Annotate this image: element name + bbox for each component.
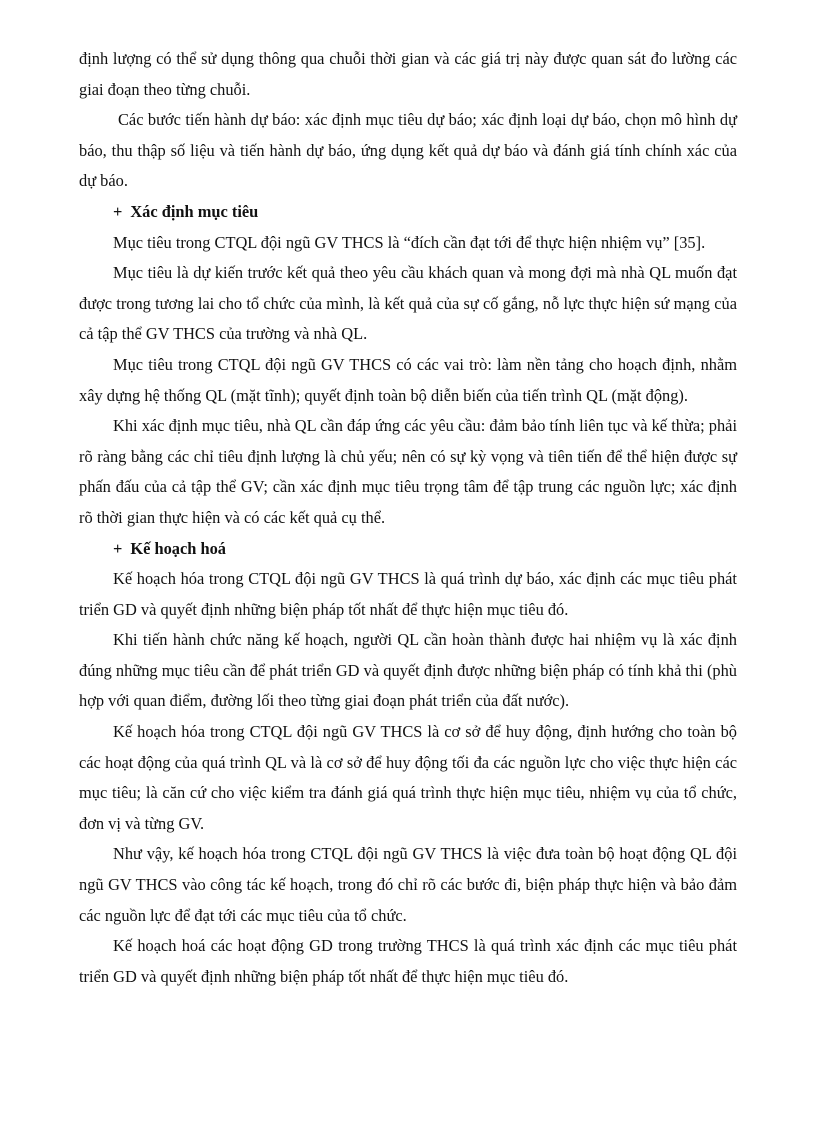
paragraph-planning-definition: Kế hoạch hóa trong CTQL đội ngũ GV THCS là quá trình dự báo, xác định các mục tiêu phát triển GD và quyết định những biện pháp tốt nhất để thực hiện mục tiêu đó. bbox=[79, 569, 737, 619]
section-heading-objectives bbox=[79, 197, 737, 228]
paragraph-objective-roles: Mục tiêu trong CTQL đội ngũ GV THCS có các vai trò: làm nền tảng cho hoạch định, nhằm xây dựng hệ thống QL (mặt tĩnh); quyết định toàn bộ diễn biến của tiến trình QL (mặt động). bbox=[79, 354, 737, 405]
heading-text: Kế hoạch hoá bbox=[130, 538, 226, 558]
paragraph-planning-summary: Như vậy, kế hoạch hóa trong CTQL đội ngũ GV THCS là việc đưa toàn bộ hoạt động QL đội ngũ GV THCS vào công tác kế hoạch, trong đó chỉ rõ các bước đi, biện pháp thực hiện và bảo đảm các nguồn lực để đạt tới các mục tiêu của tổ chức. bbox=[79, 844, 737, 925]
paragraph-objective-meaning: Mục tiêu là dự kiến trước kết quả theo yêu cầu khách quan và mong đợi mà nhà QL muốn đạt được trong tương lai cho tổ chức của mình, là kết quả của sự cố gắng, nỗ lực thực hiện sứ mạng của cả tập thể GV THCS của trường và nhà QL. bbox=[79, 263, 737, 344]
paragraph-forecast-steps: Các bước tiến hành dự báo: xác định mục tiêu dự báo; xác định loại dự báo, chọn mô hình dự báo, thu thập số liệu và tiến hành dự báo, ứng dụng kết quả dự báo và đánh giá tính chính xác của dự báo. bbox=[79, 110, 737, 191]
section-heading-planning bbox=[79, 534, 737, 565]
heading-marker: + bbox=[113, 201, 123, 221]
heading-marker: + bbox=[113, 538, 123, 558]
paragraph-planning-basis: Kế hoạch hóa trong CTQL đội ngũ GV THCS là cơ sở để huy động, định hướng cho toàn bộ các hoạt động của quá trình QL và là cơ sở để huy động tối đa các nguồn lực cho việc thực hiện các mục tiêu; là căn cứ cho việc kiểm tra đánh giá quá trình thực hiện mục tiêu, nhiệm vụ của tổ chức, đơn vị và từng GV. bbox=[79, 722, 737, 833]
paragraph-planning-tasks: Khi tiến hành chức năng kế hoạch, người QL cần hoàn thành được hai nhiệm vụ là xác định đúng những mục tiêu cần để phát triển GD và quyết định được những biện pháp có tính khả thi (phù hợp với quan điểm, đường lối theo từng giai đoạn phát triển của đất nước). bbox=[79, 630, 737, 711]
paragraph-objective-requirements: Khi xác định mục tiêu, nhà QL cần đáp ứng các yêu cầu: đảm bảo tính liên tục và kế thừa; phải rõ ràng bằng các chỉ tiêu định lượng là chủ yếu; nên có sự kỳ vọng và tiên tiến để thể hiện được sự phấn đấu của cả tập thể GV; cần xác định mục tiêu trọng tâm để tập trung các nguồn lực; xác định rõ thời gian thực hiện và có các kết quả cụ thể. bbox=[79, 416, 737, 527]
heading-text: Xác định mục tiêu bbox=[130, 201, 259, 221]
paragraph-objective-definition: Mục tiêu trong CTQL đội ngũ GV THCS là “đích cần đạt tới để thực hiện nhiệm vụ” [35]. bbox=[113, 232, 706, 252]
document-page bbox=[79, 44, 737, 992]
paragraph-planning-school: Kế hoạch hoá các hoạt động GD trong trường THCS là quá trình xác định các mục tiêu phát triển GD và quyết định những biện pháp tốt nhất để thực hiện mục tiêu đó. bbox=[79, 936, 737, 986]
paragraph-continuation: định lượng có thể sử dụng thông qua chuỗi thời gian và các giá trị này được quan sát đo lường các giai đoạn theo từng chuỗi. bbox=[79, 49, 737, 99]
